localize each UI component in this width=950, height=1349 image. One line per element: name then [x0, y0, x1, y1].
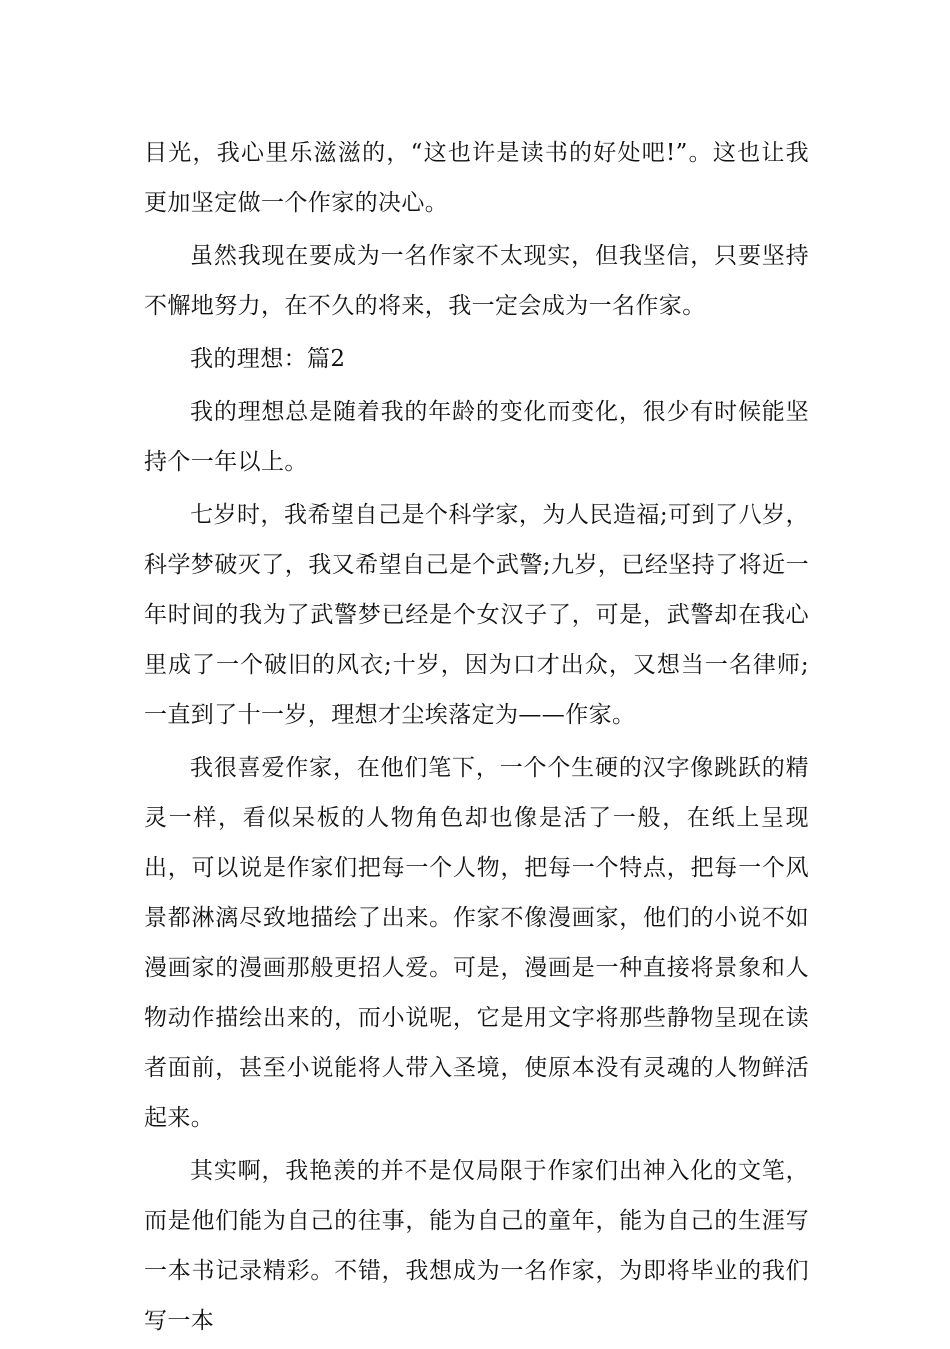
- paragraph-4: 七岁时，我希望自己是个科学家，为人民造福;可到了八岁，科学梦破灭了，我又希望自己是个武警;九岁，已经坚持了将近一年时间的我为了武警梦已经是个女汉子了，可是，武警却在我心里成了一个破旧的风衣;十岁，因为口才出众，又想当一名律师;一直到了十一岁，理想才尘埃落定为——作家。: [144, 502, 809, 728]
- paragraph-6: 其实啊，我艳羡的并不是仅局限于作家们出神入化的文笔，而是他们能为自己的往事，能为自己的童年，能为自己的生涯写一本书记录精彩。不错，我想成为一名作家，为即将毕业的我们写一本: [144, 1158, 809, 1334]
- paragraph-3: 我的理想总是随着我的年龄的变化而变化，很少有时候能坚持个一年以上。: [144, 399, 809, 475]
- paragraph-2: 虽然我现在要成为一名作家不太现实，但我坚信，只要坚持不懈地努力，在不久的将来，我一定会成为一名作家。: [144, 243, 809, 319]
- paragraph-1: 目光，我心里乐滋滋的，“这也许是读书的好处吧!”。这也让我更加坚定做一个作家的决心。: [144, 140, 809, 216]
- paragraph-5: 我很喜爱作家，在他们笔下，一个个生硬的汉字像跳跃的精灵一样，看似呆板的人物角色却也像是活了一般，在纸上呈现出，可以说是作家们把每一个人物，把每一个特点，把每一个风景都淋漓尽致地描绘了出来。作家不像漫画家，他们的小说不如漫画家的漫画那般更招人爱。可是，漫画是一种直接将景象和人物动作描绘出来的，而小说呢，它是用文字将那些静物呈现在读者面前，甚至小说能将人带入圣境，使原本没有灵魂的人物鲜活起来。: [144, 755, 809, 1131]
- document-body: [144, 128, 809, 1349]
- section-heading: 我的理想：篇2: [190, 346, 346, 372]
